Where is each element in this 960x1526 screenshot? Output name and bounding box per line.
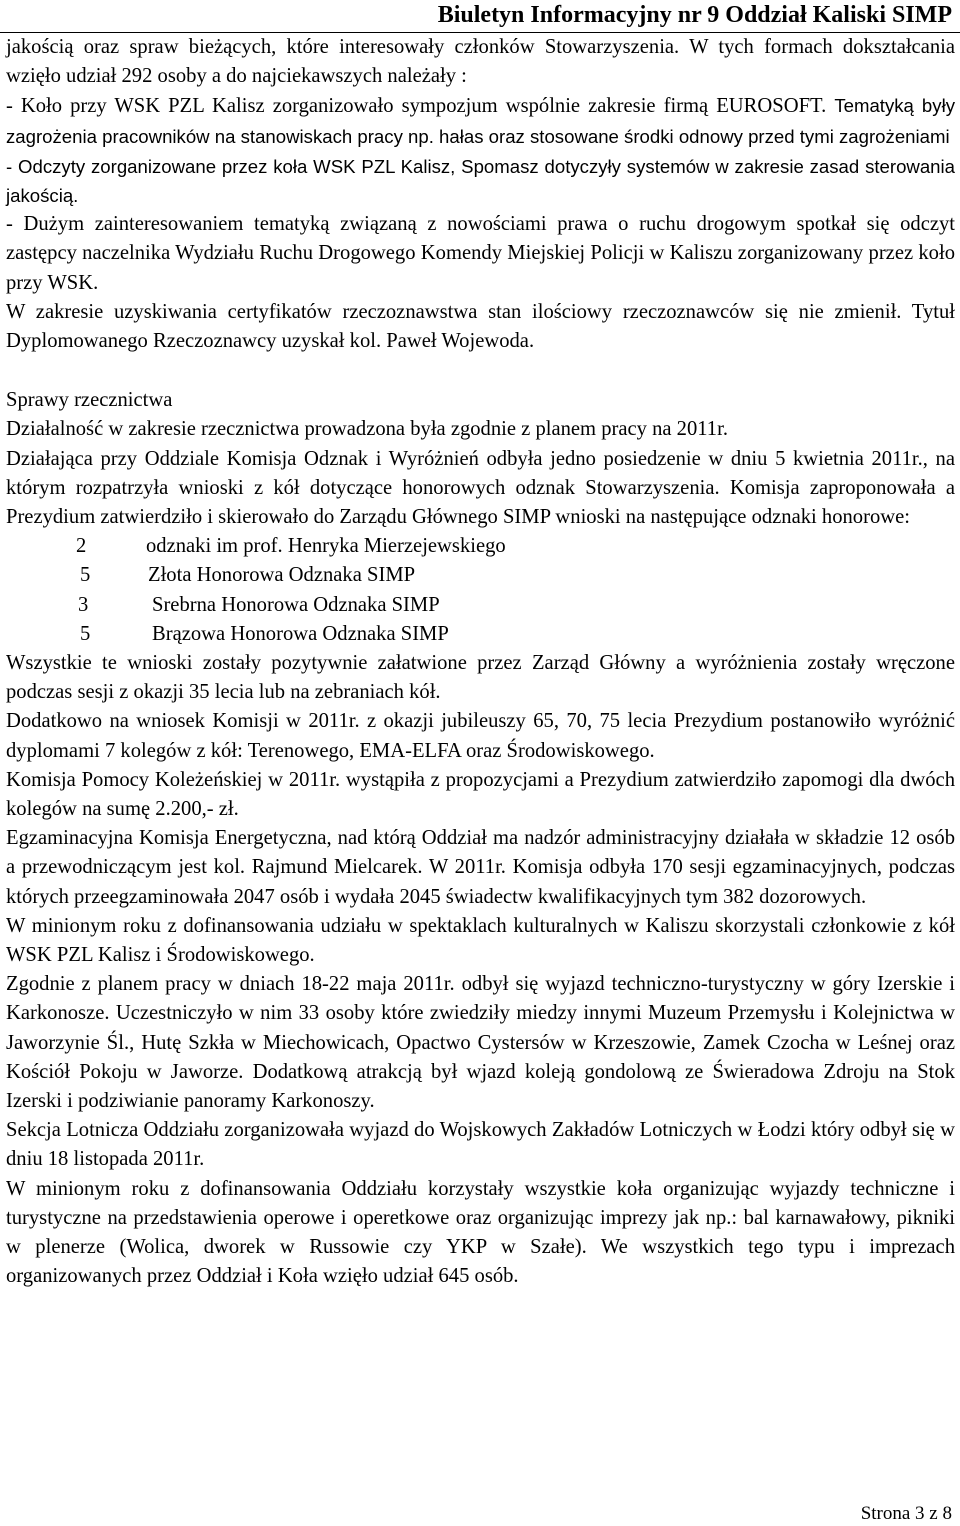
paragraph-mutual-aid: Komisja Pomocy Koleżeńskiej w 2011r. wystąpiła z propozycjami a Prezydium zatwierdziło zapomogi dla dwóch kolegów na sumę 2.200,- zł. [6, 768, 955, 821]
hazards-text: Tematyką były zagrożenia pracowników na stanowiskach pracy np. hałas oraz stosowane środki odnowy przed tymi zagrożeniami [6, 95, 955, 147]
paragraph-certificates: W zakresie uzyskiwania certyfikatów rzeczoznawstwa stan ilościowy rzeczoznawców się nie zmienił. Tytuł Dyplomowanego Rzeczoznawcy uzyskał kol. Paweł Wojewoda. [6, 300, 955, 353]
honor-count: 2 [76, 535, 87, 558]
document-body [6, 33, 955, 1291]
bulletin-title: Biuletyn Informacyjny nr 9 Oddział Kaliski SIMP [437, 2, 952, 28]
paragraph-intro: jakością oraz spraw bieżących, które interesowały członków Stowarzyszenia. W tych formach dokształcania wzięło udział 292 osoby a do najciekawszych należały : [6, 36, 955, 88]
paragraph-trip-karkonosze: Zgodnie z planem pracy w dniach 18-22 maja 2011r. odbył się wyjazd techniczno-turystyczny w góry Izerskie i Karkonosze. Uczestniczyło w nim 33 osoby które zwiedziły miedzy innymi Muzeum Przemysłu i Kolejnictwa w Jaworzynie Śl., Hutę Szkła w Miechowicach, Opactwo Cystersów w Krzeszowie, Zamek Czocha w Leśnej oraz Kościół Pokoju w Jaworze. Dodatkową atrakcją był wjazd koleją gondolową ze Świeradowa Zdroju na Stok Izerski i podziwianie panoramy Karkonoszy. [6, 973, 955, 1113]
paragraph-lectures: - Odczyty zorganizowane przez koła WSK PZL Kalisz, Spomasz dotyczyły systemów w zakresie zasad sterowania jakością. [6, 155, 955, 207]
honor-name: Srebrna Honorowa Odznaka SIMP [152, 593, 440, 616]
honor-item [6, 620, 955, 649]
honor-item [6, 532, 955, 561]
paragraph-cultural-events: W minionym roku z dofinansowania udziału w spektaklach kulturalnych w Kaliszu skorzystali członkowie z kół WSK PZL Kalisz i Środowiskowego. [6, 914, 955, 967]
honor-item [6, 561, 955, 590]
paragraph-eurosoft [6, 91, 955, 151]
page-number: Strona 3 z 8 [860, 1503, 952, 1524]
section-heading-advocacy: Sprawy rzecznictwa [6, 389, 173, 412]
paragraph-traffic-lecture: - Dużym zainteresowaniem tematyką związaną z nowościami prawa o ruchu drogowym spotkał się odczyt zastępcy naczelnika Wydziału Ruchu Drogowego Komendy Miejskiej Policji w Kaliszu zorganizowany przez koło przy WSK. [6, 213, 955, 294]
honor-count: 5 [80, 622, 91, 645]
honor-name: Brązowa Honorowa Odznaka SIMP [152, 622, 449, 645]
paragraph-club-events: W minionym roku z dofinansowania Oddziału korzystały wszystkie koła organizując wyjazdy techniczne i turystyczne na przedstawienia operowe i operetkowe oraz organizując imprezy jak np.: bal karnawałowy, pikniki w plenerze (Wolica, dworek w Russowie czy YKP w Szałe). We wszystkich tego typu i imprezach organizowanych przez Oddział i Koła wzięło udział 645 osób. [6, 1177, 955, 1288]
paragraph-aviation-trip: Sekcja Lotnicza Oddziału zorganizowała wyjazd do Wojskowych Zakładów Lotniczych w Łodzi który odbył się w dniu 18 listopada 2011r. [6, 1119, 955, 1171]
honor-name: odznaki im prof. Henryka Mierzejewskiego [146, 535, 506, 558]
paragraph-diplomas: Dodatkowo na wniosek Komisji w 2011r. z okazji jubileuszy 65, 70, 75 lecia Prezydium postanowiło wyróżnić dyplomami 7 kolegów z kół: Terenowego, EMA-ELFA oraz Środowiskowego. [6, 710, 955, 762]
honor-item [6, 591, 955, 620]
eurosoft-text: - Koło przy WSK PZL Kalisz zorganizowało sympozjum wspólnie zakresie firmą EUROSOFT. [6, 95, 827, 118]
honor-count: 5 [80, 564, 91, 587]
paragraph-awards-commission: Działająca przy Oddziale Komisja Odznak i Wyróżnień odbyła jedno posiedzenie w dniu 5 kwietnia 2011r., na którym rozpatrzyła wnioski z kół dotyczące honorowych odznak Stowarzyszenia. Komisja zaproponowała a Prezydium zatwierdziło i skierowało do Zarządu Głównego SIMP wnioski na następujące odznaki honorowe: [6, 447, 955, 529]
honors-list [6, 532, 955, 649]
honor-name: Złota Honorowa Odznaka SIMP [148, 564, 416, 587]
page-header [0, 0, 960, 34]
paragraph-energy-commission: Egzaminacyjna Komisja Energetyczna, nad którą Oddział ma nadzór administracyjny działała w składzie 12 osób a przewodniczącym jest kol. Rajmund Mielcarek. W 2011r. Komisja odbyła 170 sesji egzaminacyjnych, podczas których przeegzaminowała 2047 osób i wydała 2045 świadectw kwalifikacyjnych tym 382 dozorowych. [6, 827, 955, 908]
honor-count: 3 [78, 593, 89, 616]
paragraph-awards-delivered: Wszystkie te wnioski zostały pozytywnie załatwione przez Zarząd Główny a wyróżnienia zostały wręczone podczas sesji z okazji 35 lecia lub na zebraniach kół. [6, 652, 955, 704]
paragraph-advocacy-plan: Działalność w zakresie rzecznictwa prowadzona była zgodnie z planem pracy na 2011r. [6, 418, 728, 441]
